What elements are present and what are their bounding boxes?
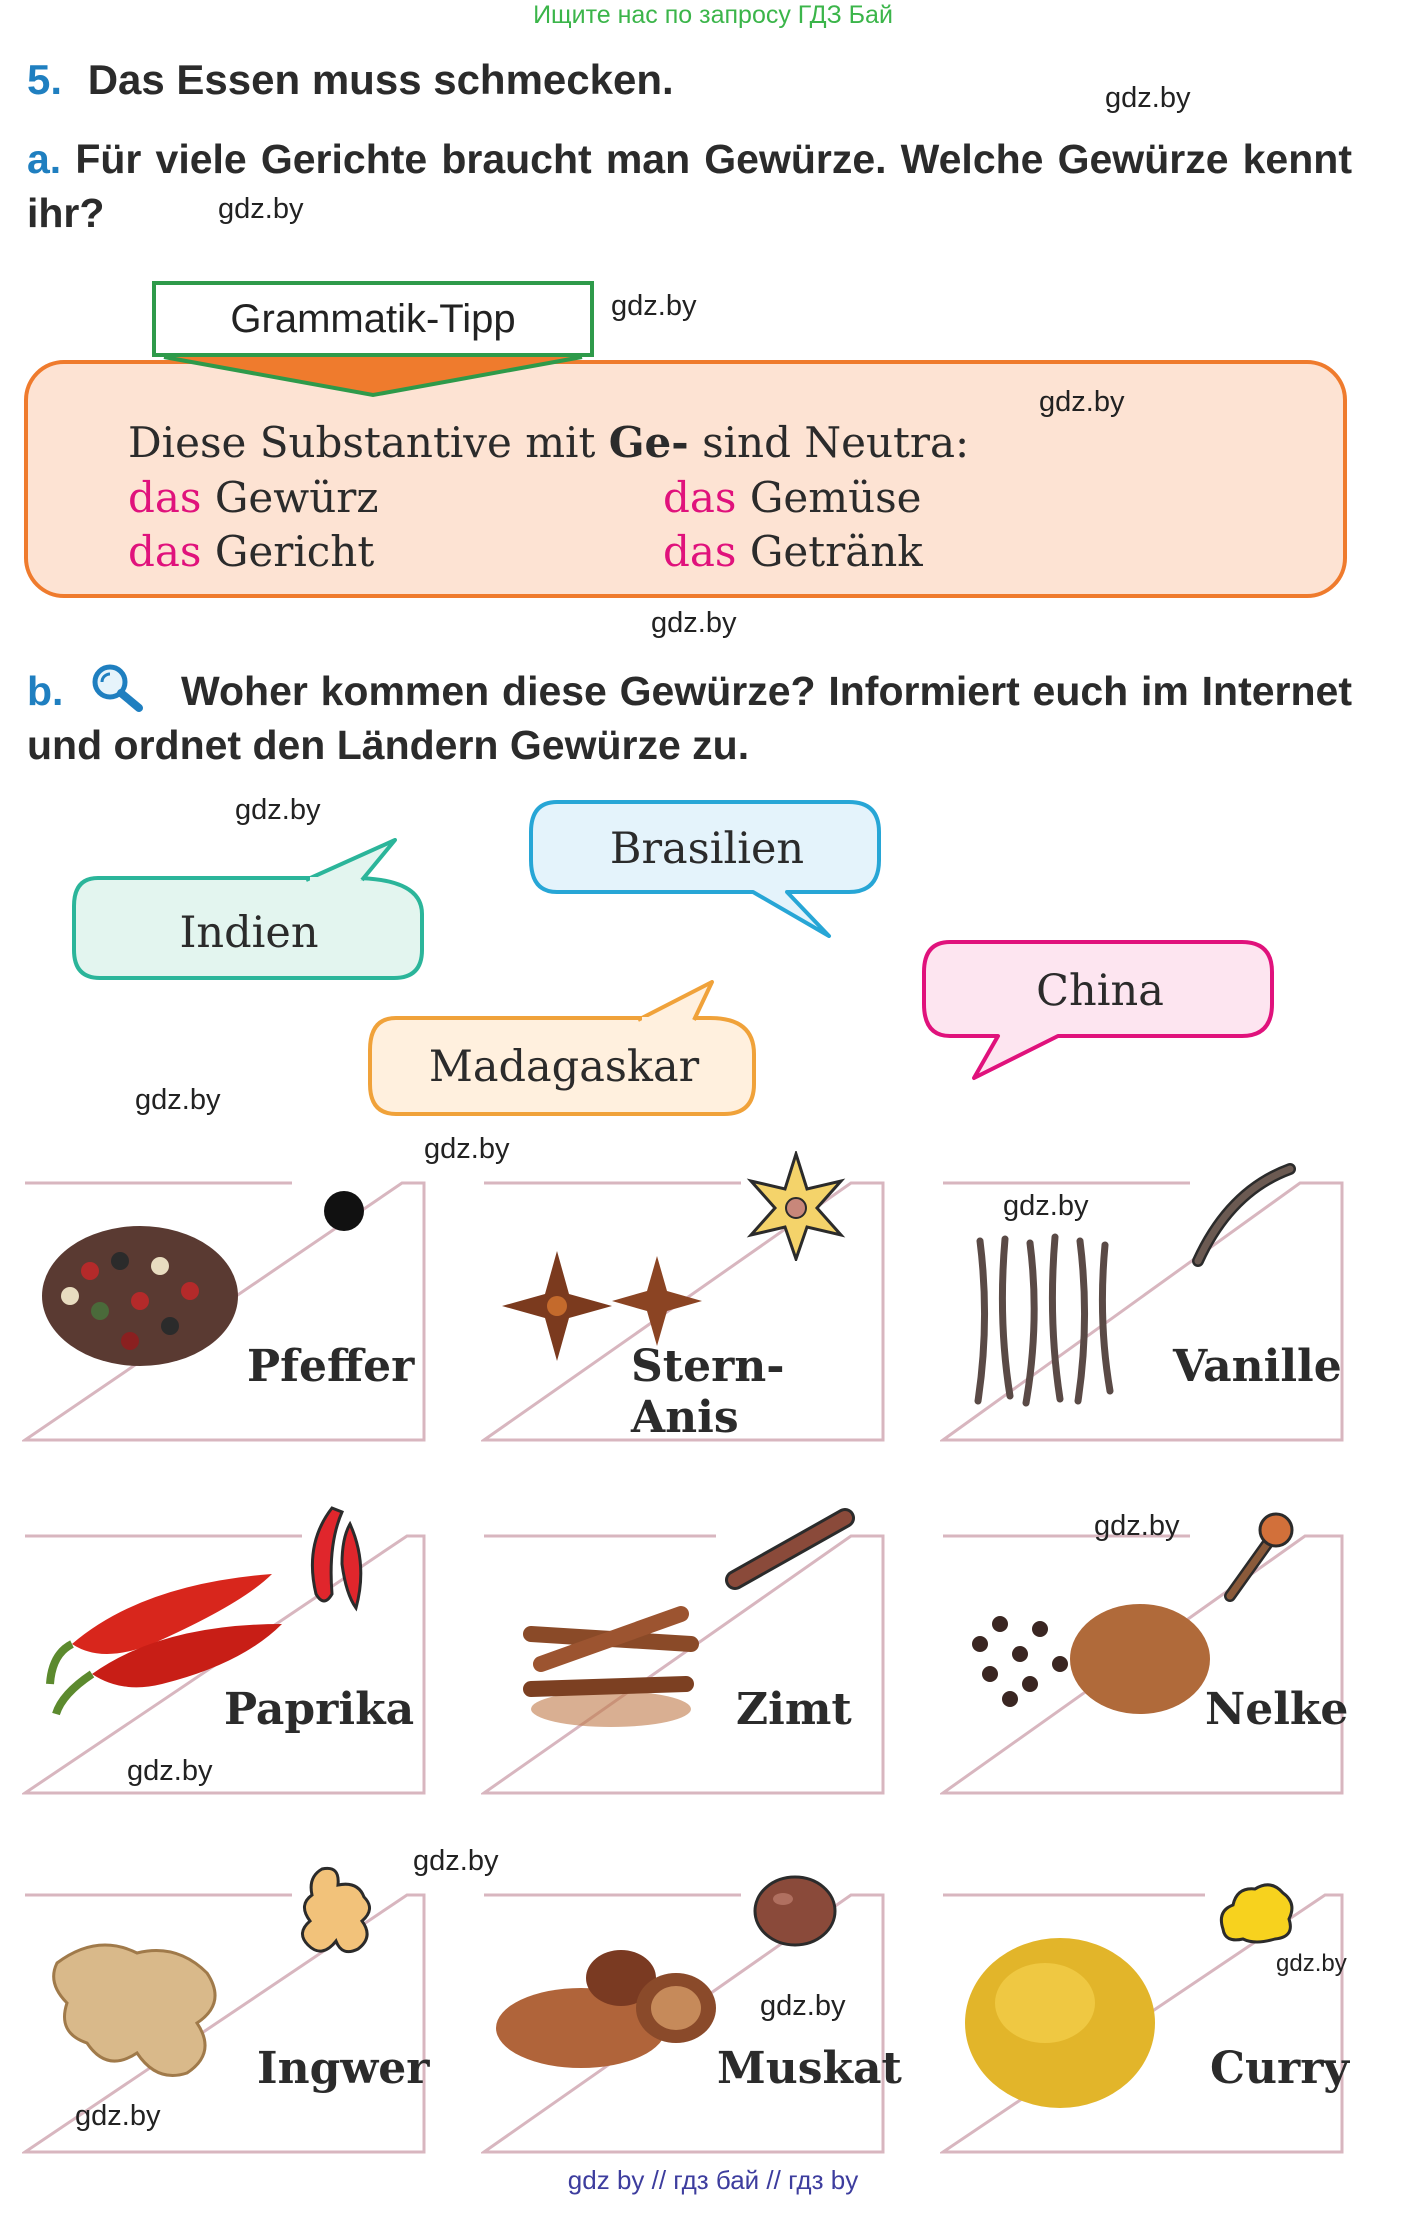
watermark: gdz.by [413,1845,499,1877]
spice-label: Pfeffer [247,1341,415,1392]
watermark: gdz.by [1105,82,1191,114]
grammar-noun [128,473,378,522]
watermark: gdz.by [75,2100,161,2132]
grammar-intro-prefix-bold: Ge- [608,418,689,467]
vanilla-image [960,1231,1140,1411]
spice-card-zimt [481,1534,886,1796]
watermark: gdz.by [127,1755,213,1787]
spice-label: Paprika [224,1684,415,1735]
country-label-brasilien: Brasilien [609,824,805,874]
spice-card-vanille [940,1181,1345,1443]
black-peppercorn-icon [322,1189,372,1239]
noun: Gemüse [749,473,922,522]
grammar-intro-suffix: sind Neutra: [688,418,970,467]
spice-card-pfeffer [22,1181,427,1443]
grammar-noun [663,473,922,522]
watermark: gdz.by [235,794,321,826]
spice-label: Stern-Anis [631,1341,785,1443]
spice-card-stern-anis [481,1181,886,1443]
task-title-text: Das Essen muss schmecken. [87,56,674,103]
watermark: gdz.by [1039,386,1125,418]
noun: Gewürz [214,473,379,522]
cinnamon-image [511,1574,711,1734]
spice-card-curry [940,1893,1349,2155]
top-banner: Ищите нас по запросу ГДЗ Бай [533,1,893,29]
watermark: gdz.by [651,607,737,639]
vanilla-pod-icon [1190,1161,1300,1271]
watermark: gdz.by [760,1990,846,2022]
watermark: gdz.by [1276,1950,1347,1977]
task-number: 5. [27,56,63,103]
task-title [27,56,674,104]
spice-label: Zimt [736,1684,852,1735]
noun: Getränk [749,527,923,576]
watermark: gdz.by [424,1133,510,1165]
part-a-text: Für viele Gerichte braucht man Gewürze. Welche Gewürze kennt ihr? [27,136,1352,236]
spice-label: Vanille [1173,1341,1342,1392]
part-b-text: Woher kommen diese Gewürze? Informiert euch im Internet und ordnet den Ländern Gewürze zu. [27,668,1352,768]
spice-card-nelke [940,1534,1349,1796]
spice-card-muskat [481,1893,902,2155]
spice-card-paprika [22,1534,427,1796]
grammar-noun [663,527,923,576]
watermark: gdz.by [218,193,304,225]
grammar-intro [128,418,969,467]
watermark: gdz.by [1094,1510,1180,1542]
cinnamon-stick-icon [721,1506,861,1596]
clove-icon [1220,1506,1300,1606]
country-label-indien: Indien [179,908,319,958]
star-anise-icon [741,1151,851,1261]
noun: Gericht [214,527,375,576]
spice-label: Ingwer [257,2043,430,2094]
nutmeg-image [491,1933,731,2083]
ginger-icon [292,1863,382,1963]
article: das [663,473,737,522]
watermark: gdz.by [611,290,697,322]
spice-label: Muskat [717,2043,902,2094]
tip-arrow [150,353,596,399]
magnifier-icon [88,660,144,712]
grammar-intro-prefix: Diese Substantive mit [128,418,609,467]
grammar-tip-tab: Grammatik-Tipp [152,281,594,357]
chili-pepper-icon [302,1504,372,1614]
part-b-letter: b. [27,668,64,714]
country-label-madagaskar: Madagaskar [428,1042,700,1092]
curry-image [955,1913,1165,2113]
article: das [128,473,202,522]
spice-label: Nelke [1205,1684,1349,1735]
part-b [27,664,1352,772]
curry-powder-icon [1215,1877,1300,1947]
watermark: gdz.by [1003,1190,1089,1222]
grammar-noun [128,527,374,576]
article: das [663,527,737,576]
country-label-china: China [1036,966,1164,1016]
ginger-image [37,1923,257,2093]
spice-label: Curry [1210,2043,1349,2094]
part-a-letter: a. [27,136,62,182]
pepper-image [30,1201,250,1381]
clove-image [950,1584,1220,1724]
watermark: gdz.by [135,1084,221,1116]
footer: gdz by // гдз бай // гдз by [567,2165,859,2195]
article: das [128,527,202,576]
nutmeg-icon [751,1871,841,1951]
